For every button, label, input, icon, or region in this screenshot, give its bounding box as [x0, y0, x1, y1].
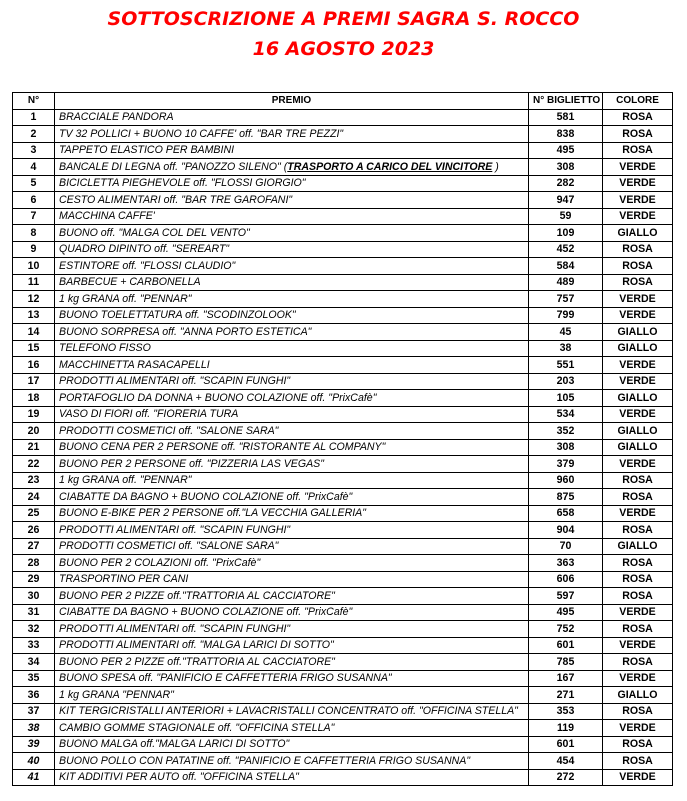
- prize-note-underlined: TRASPORTO A CARICO DEL VINCITORE: [287, 160, 493, 173]
- ticket-color: GIALLO: [603, 324, 673, 341]
- ticket-number: 363: [529, 555, 603, 572]
- ticket-color: ROSA: [603, 274, 673, 291]
- row-number: 6: [13, 192, 55, 209]
- ticket-number: 353: [529, 703, 603, 720]
- prize-description: PRODOTTI ALIMENTARI off. "SCAPIN FUNGHI": [55, 522, 529, 539]
- ticket-color: VERDE: [603, 208, 673, 225]
- prize-description: TELEFONO FISSO: [55, 340, 529, 357]
- ticket-number: 551: [529, 357, 603, 374]
- table-row: [13, 456, 673, 473]
- table-row: [13, 373, 673, 390]
- prize-description: PRODOTTI COSMETICI off. "SALONE SARA": [55, 423, 529, 440]
- ticket-number: 105: [529, 390, 603, 407]
- table-row: [13, 192, 673, 209]
- ticket-color: VERDE: [603, 670, 673, 687]
- table-row: [13, 439, 673, 456]
- ticket-color: ROSA: [603, 588, 673, 605]
- row-number: 30: [13, 588, 55, 605]
- row-number: 14: [13, 324, 55, 341]
- table-row: [13, 588, 673, 605]
- prize-description: PRODOTTI ALIMENTARI off. "SCAPIN FUNGHI": [55, 373, 529, 390]
- ticket-color: VERDE: [603, 456, 673, 473]
- row-number: 24: [13, 489, 55, 506]
- prize-description: BRACCIALE PANDORA: [55, 109, 529, 126]
- prize-description: MACCHINA CAFFE': [55, 208, 529, 225]
- table-row: [13, 208, 673, 225]
- table-row: [13, 357, 673, 374]
- ticket-color: ROSA: [603, 621, 673, 638]
- row-number: 38: [13, 720, 55, 737]
- row-number: 17: [13, 373, 55, 390]
- prize-description: BUONO TOELETTATURA off. "SCODINZOLOOK": [55, 307, 529, 324]
- table-row: [13, 604, 673, 621]
- ticket-number: 352: [529, 423, 603, 440]
- table-row: [13, 522, 673, 539]
- ticket-color: VERDE: [603, 637, 673, 654]
- ticket-color: GIALLO: [603, 687, 673, 704]
- prize-description: BUONO PER 2 PIZZE off."TRATTORIA AL CACCIATORE": [55, 588, 529, 605]
- prize-description: TV 32 POLLICI + BUONO 10 CAFFE' off. "BAR TRE PEZZI": [55, 126, 529, 143]
- ticket-number: 452: [529, 241, 603, 258]
- table-row: [13, 274, 673, 291]
- prize-description: PRODOTTI COSMETICI off. "SALONE SARA": [55, 538, 529, 555]
- row-number: 26: [13, 522, 55, 539]
- table-row: [13, 555, 673, 572]
- prize-description: KIT TERGICRISTALLI ANTERIORI + LAVACRISTALLI CONCENTRATO off. "OFFICINA STELLA": [55, 703, 529, 720]
- ticket-color: GIALLO: [603, 538, 673, 555]
- ticket-number: 203: [529, 373, 603, 390]
- ticket-color: ROSA: [603, 736, 673, 753]
- row-number: 12: [13, 291, 55, 308]
- prize-description: BUONO POLLO CON PATATINE off. "PANIFICIO E CAFFETTERIA FRIGO SUSANNA": [55, 753, 529, 770]
- table-row: [13, 307, 673, 324]
- table-row: [13, 621, 673, 638]
- ticket-number: 119: [529, 720, 603, 737]
- ticket-number: 272: [529, 769, 603, 786]
- ticket-color: GIALLO: [603, 390, 673, 407]
- ticket-number: 379: [529, 456, 603, 473]
- row-number: 41: [13, 769, 55, 786]
- prize-description: BUONO E-BIKE PER 2 PERSONE off."LA VECCHIA GALLERIA": [55, 505, 529, 522]
- row-number: 15: [13, 340, 55, 357]
- ticket-number: 597: [529, 588, 603, 605]
- row-number: 11: [13, 274, 55, 291]
- ticket-color: ROSA: [603, 522, 673, 539]
- prize-description: MACCHINETTA RASACAPELLI: [55, 357, 529, 374]
- ticket-number: 38: [529, 340, 603, 357]
- prize-description: 1 kg GRANA "PENNAR": [55, 687, 529, 704]
- table-row: [13, 670, 673, 687]
- ticket-number: 601: [529, 736, 603, 753]
- table-row: [13, 241, 673, 258]
- table-row: [13, 489, 673, 506]
- ticket-number: 45: [529, 324, 603, 341]
- ticket-number: 495: [529, 142, 603, 159]
- header-premio: PREMIO: [55, 93, 529, 110]
- ticket-number: 70: [529, 538, 603, 555]
- row-number: 21: [13, 439, 55, 456]
- ticket-number: 960: [529, 472, 603, 489]
- ticket-color: ROSA: [603, 126, 673, 143]
- table-header-row: [13, 93, 673, 110]
- ticket-color: VERDE: [603, 373, 673, 390]
- prize-description: QUADRO DIPINTO off. "SEREART": [55, 241, 529, 258]
- row-number: 2: [13, 126, 55, 143]
- table-row: [13, 423, 673, 440]
- table-row: [13, 538, 673, 555]
- prize-description: KIT ADDITIVI PER AUTO off. "OFFICINA STELLA": [55, 769, 529, 786]
- ticket-color: VERDE: [603, 357, 673, 374]
- prize-description: BARBECUE + CARBONELLA: [55, 274, 529, 291]
- ticket-number: 282: [529, 175, 603, 192]
- prize-description: TAPPETO ELASTICO PER BAMBINI: [55, 142, 529, 159]
- ticket-number: 584: [529, 258, 603, 275]
- ticket-color: ROSA: [603, 571, 673, 588]
- prize-description: PORTAFOGLIO DA DONNA + BUONO COLAZIONE off. "PrixCafè": [55, 390, 529, 407]
- table-row: [13, 126, 673, 143]
- prize-description: VASO DI FIORI off. "FIORERIA TURA: [55, 406, 529, 423]
- ticket-color: VERDE: [603, 720, 673, 737]
- ticket-number: 581: [529, 109, 603, 126]
- ticket-number: 799: [529, 307, 603, 324]
- row-number: 13: [13, 307, 55, 324]
- row-number: 16: [13, 357, 55, 374]
- row-number: 23: [13, 472, 55, 489]
- row-number: 9: [13, 241, 55, 258]
- prize-description: BUONO MALGA off."MALGA LARICI DI SOTTO": [55, 736, 529, 753]
- ticket-number: 167: [529, 670, 603, 687]
- ticket-color: VERDE: [603, 192, 673, 209]
- ticket-color: GIALLO: [603, 340, 673, 357]
- table-row: [13, 687, 673, 704]
- row-number: 27: [13, 538, 55, 555]
- prize-description: BICICLETTA PIEGHEVOLE off. "FLOSSI GIORGIO": [55, 175, 529, 192]
- ticket-number: 109: [529, 225, 603, 242]
- table-row: [13, 736, 673, 753]
- prize-description: BUONO CENA PER 2 PERSONE off. "RISTORANTE AL COMPANY": [55, 439, 529, 456]
- ticket-color: VERDE: [603, 307, 673, 324]
- ticket-number: 59: [529, 208, 603, 225]
- table-row: [13, 769, 673, 786]
- row-number: 1: [13, 109, 55, 126]
- prize-description: BUONO SORPRESA off. "ANNA PORTO ESTETICA": [55, 324, 529, 341]
- ticket-color: VERDE: [603, 505, 673, 522]
- header-colore: COLORE: [603, 93, 673, 110]
- prize-description: BUONO PER 2 PERSONE off. "PIZZERIA LAS VEGAS": [55, 456, 529, 473]
- table-row: [13, 390, 673, 407]
- ticket-color: VERDE: [603, 769, 673, 786]
- ticket-color: VERDE: [603, 291, 673, 308]
- prize-description: [55, 159, 529, 176]
- row-number: 39: [13, 736, 55, 753]
- ticket-color: VERDE: [603, 604, 673, 621]
- ticket-number: 904: [529, 522, 603, 539]
- row-number: 10: [13, 258, 55, 275]
- ticket-color: VERDE: [603, 175, 673, 192]
- prize-text-end: ): [492, 160, 499, 173]
- table-row: [13, 406, 673, 423]
- ticket-color: ROSA: [603, 472, 673, 489]
- row-number: 40: [13, 753, 55, 770]
- ticket-color: VERDE: [603, 406, 673, 423]
- ticket-color: GIALLO: [603, 423, 673, 440]
- table-row: [13, 324, 673, 341]
- document-title: SOTTOSCRIZIONE A PREMI SAGRA S. ROCCO: [107, 8, 580, 30]
- table-row: [13, 109, 673, 126]
- table-row: [13, 637, 673, 654]
- table-row: [13, 291, 673, 308]
- ticket-color: ROSA: [603, 555, 673, 572]
- table-row: [13, 225, 673, 242]
- row-number: 5: [13, 175, 55, 192]
- table-row: [13, 258, 673, 275]
- prize-description: CIABATTE DA BAGNO + BUONO COLAZIONE off. "PrixCafè": [55, 604, 529, 621]
- prize-description: ESTINTORE off. "FLOSSI CLAUDIO": [55, 258, 529, 275]
- row-number: 35: [13, 670, 55, 687]
- header-biglietto: N° BIGLIETTO: [529, 93, 603, 110]
- ticket-color: VERDE: [603, 159, 673, 176]
- row-number: 7: [13, 208, 55, 225]
- row-number: 33: [13, 637, 55, 654]
- prize-description: BUONO PER 2 COLAZIONI off. "PrixCafè": [55, 555, 529, 572]
- table-row: [13, 505, 673, 522]
- table-row: [13, 571, 673, 588]
- ticket-number: 658: [529, 505, 603, 522]
- table-row: [13, 753, 673, 770]
- row-number: 4: [13, 159, 55, 176]
- ticket-number: 271: [529, 687, 603, 704]
- table-row: [13, 654, 673, 671]
- ticket-number: 601: [529, 637, 603, 654]
- row-number: 36: [13, 687, 55, 704]
- prize-description: BUONO SPESA off. "PANIFICIO E CAFFETTERIA FRIGO SUSANNA": [55, 670, 529, 687]
- row-number: 18: [13, 390, 55, 407]
- row-number: 28: [13, 555, 55, 572]
- ticket-number: 757: [529, 291, 603, 308]
- ticket-number: 454: [529, 753, 603, 770]
- ticket-number: 489: [529, 274, 603, 291]
- prize-description: BUONO PER 2 PIZZE off."TRATTORIA AL CACCIATORE": [55, 654, 529, 671]
- row-number: 29: [13, 571, 55, 588]
- ticket-color: ROSA: [603, 142, 673, 159]
- row-number: 37: [13, 703, 55, 720]
- ticket-number: 308: [529, 439, 603, 456]
- row-number: 32: [13, 621, 55, 638]
- prize-description: BUONO off. "MALGA COL DEL VENTO": [55, 225, 529, 242]
- header-num: N°: [13, 93, 55, 110]
- table-row: [13, 159, 673, 176]
- document-date: 16 AGOSTO 2023: [252, 38, 435, 60]
- ticket-number: 875: [529, 489, 603, 506]
- ticket-number: 495: [529, 604, 603, 621]
- row-number: 25: [13, 505, 55, 522]
- ticket-number: 606: [529, 571, 603, 588]
- table-row: [13, 720, 673, 737]
- row-number: 19: [13, 406, 55, 423]
- ticket-color: ROSA: [603, 241, 673, 258]
- prize-description: PRODOTTI ALIMENTARI off. "SCAPIN FUNGHI": [55, 621, 529, 638]
- table-row: [13, 340, 673, 357]
- ticket-color: GIALLO: [603, 225, 673, 242]
- ticket-number: 308: [529, 159, 603, 176]
- prize-text: BANCALE DI LEGNA off. "PANOZZO SILENO" (: [59, 160, 288, 173]
- ticket-number: 752: [529, 621, 603, 638]
- prize-description: 1 kg GRANA off. "PENNAR": [55, 472, 529, 489]
- ticket-number: 785: [529, 654, 603, 671]
- ticket-color: ROSA: [603, 489, 673, 506]
- table-body: [13, 109, 673, 786]
- ticket-color: ROSA: [603, 109, 673, 126]
- row-number: 8: [13, 225, 55, 242]
- prize-description: CIABATTE DA BAGNO + BUONO COLAZIONE off. "PrixCafè": [55, 489, 529, 506]
- ticket-color: GIALLO: [603, 439, 673, 456]
- row-number: 3: [13, 142, 55, 159]
- row-number: 22: [13, 456, 55, 473]
- prize-description: 1 kg GRANA off. "PENNAR": [55, 291, 529, 308]
- ticket-number: 838: [529, 126, 603, 143]
- ticket-number: 947: [529, 192, 603, 209]
- ticket-number: 534: [529, 406, 603, 423]
- prize-table: [12, 92, 673, 786]
- table-row: [13, 703, 673, 720]
- table-row: [13, 175, 673, 192]
- ticket-color: ROSA: [603, 654, 673, 671]
- prize-description: TRASPORTINO PER CANI: [55, 571, 529, 588]
- row-number: 31: [13, 604, 55, 621]
- prize-description: PRODOTTI ALIMENTARI off. "MALGA LARICI DI SOTTO": [55, 637, 529, 654]
- row-number: 34: [13, 654, 55, 671]
- prize-description: CAMBIO GOMME STAGIONALE off. "OFFICINA STELLA": [55, 720, 529, 737]
- table-row: [13, 472, 673, 489]
- prize-description: CESTO ALIMENTARI off. "BAR TRE GAROFANI": [55, 192, 529, 209]
- ticket-color: ROSA: [603, 703, 673, 720]
- ticket-color: ROSA: [603, 753, 673, 770]
- ticket-color: ROSA: [603, 258, 673, 275]
- table-row: [13, 142, 673, 159]
- row-number: 20: [13, 423, 55, 440]
